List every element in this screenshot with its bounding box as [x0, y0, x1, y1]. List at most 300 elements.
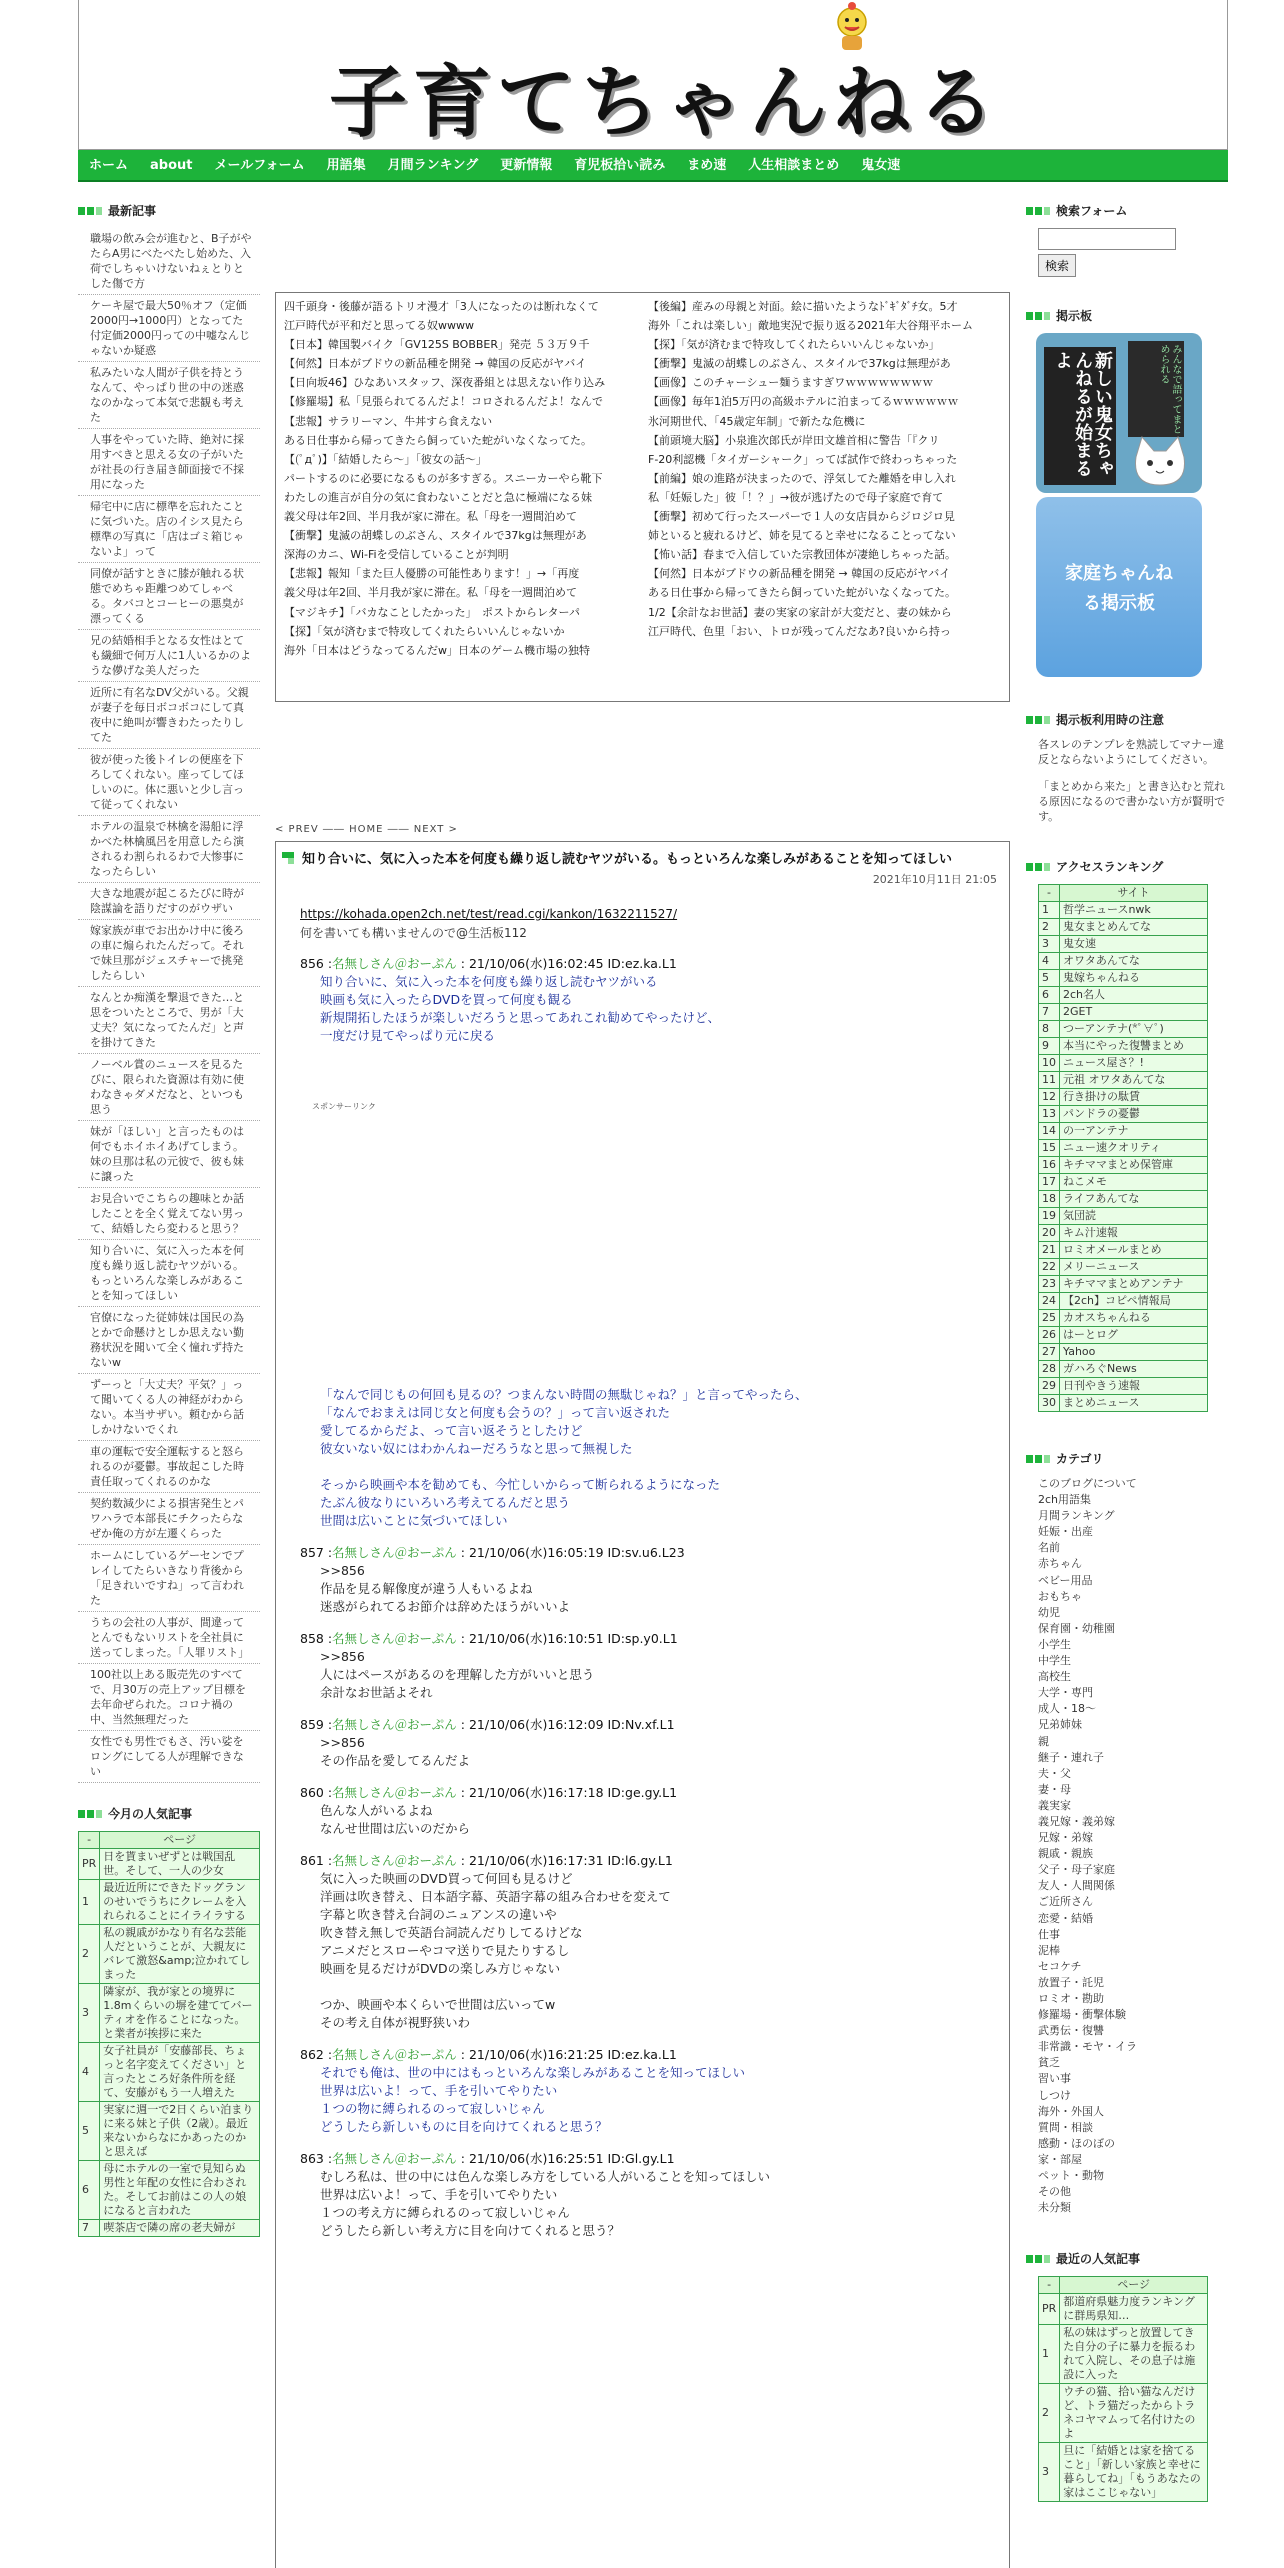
table-row: [1039, 936, 1208, 953]
category-link[interactable]: 武勇伝・復讐: [1038, 2024, 1104, 2038]
rss-link[interactable]: 江戸時代が平和だと思ってる奴wwww: [284, 319, 474, 333]
category-link[interactable]: このブログについて: [1038, 1477, 1137, 1490]
nav-item[interactable]: 月間ランキング: [387, 158, 479, 173]
category-link[interactable]: 継子・連れ子: [1038, 1750, 1104, 1764]
site-link[interactable]: オワタあんてな: [1060, 953, 1208, 970]
table-row: [1039, 919, 1208, 936]
post-header: [300, 2150, 997, 2168]
table-row: [1039, 1140, 1208, 1157]
recent-article-link[interactable]: 官僚になった従姉妹は国民の為とかで命懸けとしか思えない勤務状況を聞いて全く憧れず持たないw: [78, 1307, 260, 1374]
rss-link[interactable]: 海外「これは楽しい」敵地実況で振り返る2021年大谷翔平ホーム: [648, 319, 973, 333]
prev-link[interactable]: < PREV: [275, 824, 319, 835]
post-author: 名無しさん＠おーぷん: [332, 956, 457, 971]
search-heading: 検索フォーム: [1026, 202, 1226, 220]
table-row: [1039, 1004, 1208, 1021]
category-link[interactable]: 成人・18～: [1038, 1702, 1096, 1716]
post-separator: :: [456, 2151, 469, 2166]
recent-article-link[interactable]: 契約数減少による損害発生とパワハラで本部長にチクったらなぜか俺の方が左遷くらった: [78, 1493, 260, 1545]
rank-cell: 2: [1039, 2384, 1060, 2443]
category-link[interactable]: 大学・専門: [1038, 1686, 1093, 1700]
category-link[interactable]: ペット・動物: [1038, 2169, 1104, 2183]
rss-link[interactable]: 【(ﾟдﾟ)】「結婚したら～」「彼女の話～」: [284, 452, 487, 466]
table-row: [1039, 1191, 1208, 1208]
post-number: 861: [300, 1853, 324, 1868]
source-link[interactable]: https://kohada.open2ch.net/test/read.cgi/kankon/1632211527/: [300, 907, 678, 921]
rank-cell: 3: [1039, 2443, 1060, 2502]
site-link[interactable]: キム汁速報: [1060, 1225, 1208, 1242]
table-row: [79, 2161, 260, 2220]
category-link[interactable]: 中学生: [1038, 1654, 1071, 1668]
rss-link[interactable]: 義父母は年2回、半月我が家に滞在。私「母を一週間泊めて: [284, 586, 577, 600]
site-link[interactable]: ロミオメールまとめ: [1060, 1242, 1208, 1259]
category-link[interactable]: 月間ランキング: [1038, 1509, 1115, 1523]
site-link[interactable]: の一アンテナ: [1060, 1123, 1208, 1140]
post-header: [300, 1544, 997, 1562]
rank-cell: 27: [1039, 1344, 1060, 1361]
category-link[interactable]: 放置子・託児: [1038, 1975, 1104, 1989]
search-input[interactable]: [1038, 228, 1176, 250]
board-banner-new[interactable]: [1036, 333, 1202, 493]
post-body: 色んな人がいるよね なんせ世間は広いのだから: [320, 1803, 471, 1836]
table-row: [1039, 1395, 1208, 1412]
category-link[interactable]: セコケチ: [1038, 1959, 1082, 1973]
table-row: [1039, 1242, 1208, 1259]
sponsored-label: スポンサーリンク: [312, 1102, 376, 1111]
nav-item[interactable]: まめ速: [687, 158, 727, 173]
rss-link[interactable]: 1/2【余計なお世話】妻の実家の家計が大変だと、妻の妹から: [648, 605, 952, 619]
rank-cell: 1: [1039, 902, 1060, 919]
post-separator: :: [323, 1545, 333, 1560]
rank-cell: 1: [79, 1880, 100, 1925]
post-separator: :: [323, 1785, 333, 1800]
recent-article-link[interactable]: 嫁家族が車でお出かけ中に後ろの車に煽られたんだって。それで妹旦那がジェスチャーで挑発したらしい: [78, 920, 260, 987]
rss-column-right: [648, 297, 1003, 697]
category-link[interactable]: 海外・外国人: [1038, 2104, 1104, 2118]
category-link[interactable]: ベビー用品: [1038, 1573, 1093, 1587]
category-link[interactable]: 義実家: [1038, 1798, 1071, 1812]
page-link[interactable]: 女子社員が「安藤部長、ちょっと名字変えてください」と言ったところ好条件所を経て、安藤がもう一人増えた: [100, 2043, 260, 2102]
table-row: [1039, 1361, 1208, 1378]
post-body: 気に入った映画のDVD買って何回も見るけど 洋画は吹き替え、日本語字幕、英語字幕の組み合わせを変えて 字幕と吹き替え台詞のニュアンスの違いや 吹き替え無しで英語台詞読んだりしてるけどな アニメだとスローやコマ送りで見たりするし 映画を見るだけがDVDの楽しみ方じゃない つか、映画や本くらいで世間は広いってw その考え自体が視野狭いわ: [320, 1871, 671, 2030]
post-meta: 21/10/06(水)16:17:18 ID:ge.gy.L1: [468, 1785, 678, 1800]
rss-link[interactable]: 海外「日本はどうなってるんだw」日本のゲーム機市場の独特: [284, 643, 590, 657]
site-link[interactable]: 元祖 オワタあんてな: [1060, 1072, 1208, 1089]
post-number: 860: [300, 1785, 324, 1800]
rss-link[interactable]: 【何然】日本がブドウの新品種を開発 → 韓国の反応がヤバイ: [648, 567, 951, 581]
post-separator: :: [456, 956, 469, 971]
site-link[interactable]: 気団読: [1060, 1208, 1208, 1225]
rss-link[interactable]: パートするのに必要になるものが多すぎる。スニーカーやら靴下: [284, 471, 603, 485]
article-date: 2021年10月11日 21:05: [872, 873, 997, 886]
post-body: >>856 人にはペースがあるのを理解した方がいいと思う 余計なお世話よそれ: [320, 1649, 595, 1700]
rss-link[interactable]: F-20利認機「タイガーシャーク」ってば試作で終わっちゃった: [648, 452, 958, 466]
site-link[interactable]: カオスちゃんねる: [1060, 1310, 1208, 1327]
recent-article-link[interactable]: 近所に有名なDV父がいる。父親が妻子を毎日ボコボコにして真夜中に絶叫が響きわたったりしてた: [78, 682, 260, 749]
category-link[interactable]: 父子・母子家庭: [1038, 1863, 1115, 1877]
site-link[interactable]: 日刊やきう速報: [1060, 1378, 1208, 1395]
nav-item[interactable]: 鬼女速: [861, 158, 901, 173]
category-link[interactable]: 恋愛・結婚: [1038, 1911, 1093, 1925]
rss-link[interactable]: 義父母は年2回、半月我が家に滞在。私「母を一週間泊めて: [284, 510, 577, 524]
nav-item[interactable]: 用語集: [326, 158, 366, 173]
category-link[interactable]: 友人・人間関係: [1038, 1879, 1115, 1893]
category-link[interactable]: 赤ちゃん: [1038, 1557, 1082, 1571]
post-meta: 21/10/06(水)16:12:09 ID:Nv.xf.L1: [468, 1717, 675, 1732]
article-title: 知り合いに、気に入った本を何度も繰り返し読むヤツがいる。もっといろんな楽しみがあることを知ってほしい: [288, 850, 997, 869]
site-link[interactable]: 本当にやった復讐まとめ: [1060, 1038, 1208, 1055]
post-meta: 21/10/06(水)16:05:19 ID:sv.u6.L23: [468, 1545, 685, 1560]
post-separator: :: [456, 1853, 469, 1868]
category-link[interactable]: 貧乏: [1038, 2056, 1060, 2070]
nav-item[interactable]: about: [150, 158, 193, 173]
rank-cell: 17: [1039, 1174, 1060, 1191]
rss-link[interactable]: 氷河期世代、「45歳定年制」で新たな危機に: [648, 414, 866, 428]
nav-item[interactable]: 育児板拾い読み: [574, 158, 666, 173]
col-header-page: ページ: [1060, 2277, 1208, 2294]
post-author: 名無しさん＠おーぷん: [332, 1545, 457, 1560]
rss-link[interactable]: 【探】「気が済むまで特攻してくれたらいいんじゃないか: [284, 624, 565, 638]
rss-link[interactable]: 【日向坂46】ひなあいスタッフ、深夜番組とは思えない作り込み: [284, 376, 606, 390]
page-link[interactable]: 日を貰まいぜずとは戦国乱世。そして、一人の少女: [100, 1849, 260, 1880]
category-link[interactable]: 感動・ほのぼの: [1038, 2136, 1115, 2150]
rank-cell: PR: [79, 1849, 100, 1880]
page-link[interactable]: 旦に「結婚とは家を捨てること」「新しい家族と幸せに暮らしてね」「もうあなたの家はここじゃない」: [1060, 2443, 1208, 2502]
rss-link[interactable]: 【衝撃】初めて行ったスーパーで１人の女店員からジロジロ見: [648, 510, 955, 524]
rss-link[interactable]: 【前編】娘の進路が決まったので、浮気してた離婚を申し入れ: [648, 471, 956, 485]
recent-article-link[interactable]: 100社以上ある販売先のすべてで、月30万の売上アップ目標を去年命ぜられた。コロナ禍の中、当然無理だった: [78, 1664, 260, 1731]
rank-cell: 30: [1039, 1395, 1060, 1412]
rss-link[interactable]: ある日仕事から帰ってきたら飼っていた蛇がいなくなってた。: [284, 433, 592, 447]
recent-article-link[interactable]: 私みたいな人間が子供を持とうなんて、やっぱり世の中の迷惑なのかなって本気で悲観も考えた: [78, 362, 260, 429]
site-logo[interactable]: 子育てちゃんねる: [329, 57, 1002, 148]
recent-article-link[interactable]: 知り合いに、気に入った本を何度も繰り返し読むヤツがいる。もっといろんな楽しみがあることを知ってほしい: [78, 1240, 260, 1307]
post-meta: 21/10/06(水)16:21:25 ID:ez.ka.L1: [468, 2047, 677, 2062]
rank-cell: 21: [1039, 1242, 1060, 1259]
post: [288, 1630, 997, 1702]
site-link[interactable]: ニュース屋さ？!: [1060, 1055, 1208, 1072]
board-notice-1: 各スレのテンプレを熟読してマナー違反とならないようにしてください。: [1038, 738, 1225, 766]
access-ranking-table: [1038, 884, 1208, 1412]
site-link[interactable]: 鬼嫁ちゃんねる: [1060, 970, 1208, 987]
post-header: [300, 1716, 997, 1734]
post-body: 「なんで同じもの何回も見るの？つまんない時間の無駄じゃね？」と言ってやったら、 「なんでおまえは同じ女と何度も会うの？」って言い返された 愛してるからだよ、って言い返そうとしたけど 彼女いない奴にはわかんねーだろうなと思って無視した そっから映画や本を勧めても、今忙しいからって断られるようになった たぶん彼なりにいろいろ考えてるんだと思う 世間は広いことに気づいてほしい: [320, 1387, 808, 1528]
ad-space: [288, 1112, 997, 1372]
post-header: [300, 1784, 997, 1802]
rss-link[interactable]: 【画像】毎年1泊5万円の高級ホテルに泊まってるｗｗｗｗｗｗ: [648, 395, 959, 409]
rss-link[interactable]: 【怖い話】春まで入信していた宗教団体が凄絶しちゃった話。: [648, 548, 956, 562]
category-link[interactable]: 2ch用語集: [1038, 1493, 1092, 1507]
post-meta: 21/10/06(水)16:25:51 ID:Gl.gy.L1: [468, 2151, 675, 2166]
rank-cell: 7: [79, 2220, 100, 2237]
rss-link[interactable]: 深海のカニ、Wi-Fiを受信していることが判明: [284, 548, 509, 562]
site-link[interactable]: ライフあんてな: [1060, 1191, 1208, 1208]
post-separator: :: [456, 1717, 469, 1732]
pager: < PREV ―― HOME ―― NEXT >: [275, 824, 458, 835]
category-link[interactable]: 親戚・親族: [1038, 1847, 1093, 1861]
recent-article-link[interactable]: 職場の飲み会が進むと、B子がやたらA男にべたべたし始めた、入荷でしちゃいけないねぇとりとした傷で方: [78, 228, 260, 295]
table-row: [79, 1984, 260, 2043]
category-heading: カテゴリ: [1026, 1450, 1226, 1468]
post: [288, 1716, 997, 1770]
rss-link[interactable]: 四千頭身・後藤が語るトリオ漫才「3人になったのは断れなくて: [284, 300, 599, 313]
post-header: [300, 955, 997, 973]
rank-cell: 26: [1039, 1327, 1060, 1344]
table-row: [79, 2102, 260, 2161]
post-author: 名無しさん＠おーぷん: [332, 1785, 457, 1800]
category-link[interactable]: 兄嫁・弟嫁: [1038, 1831, 1093, 1845]
rss-link[interactable]: 【衝撃】鬼滅の胡蝶しのぶさん、スタイルで37kgは無理があ: [284, 529, 587, 543]
rank-cell: 4: [1039, 953, 1060, 970]
post-separator: :: [456, 1631, 469, 1646]
board-notice-2: 「まとめから来た」と書き込むと荒れる原因になるので書かない方が賢明です。: [1038, 780, 1225, 823]
site-link[interactable]: ニュー速クオリティ: [1060, 1140, 1208, 1157]
search-button[interactable]: 検索: [1038, 254, 1076, 277]
post-body: それでも俺は、世の中にはもっといろんな楽しみがあることを知ってほしい 世界は広いよ！って、手を引いてやりたい １つの物に縛られるのって寂しいじゃん どうしたら新しいものに目を向けてくれると思う？: [320, 2065, 746, 2134]
post: [288, 955, 997, 1045]
table-row: [1039, 970, 1208, 987]
category-link[interactable]: 保育園・幼稚園: [1038, 1621, 1115, 1635]
rss-link[interactable]: 姉といると疲れるけど、姉を見てると幸せになることってない: [648, 529, 956, 543]
source-note: 何を書いても構いませんので@生活板112: [300, 926, 527, 940]
post-body: >>856 作品を見る解像度が違う人もいるよね 迷惑がられてるお節介は辞めたほうがいいよ: [320, 1563, 571, 1614]
post-header: [300, 1630, 997, 1648]
site-link[interactable]: Yahoo: [1060, 1344, 1208, 1361]
site-link[interactable]: 行き掛けの駄賃: [1060, 1089, 1208, 1106]
rss-feed-box: [275, 292, 1010, 702]
nav-item[interactable]: 人生相談まとめ: [748, 158, 840, 173]
rank-cell: 8: [1039, 1021, 1060, 1038]
category-link[interactable]: ロミオ・勘助: [1038, 1992, 1104, 2005]
recent-article-link[interactable]: 車の運転で安全運転すると怒られるのが憂鬱。事故起こした時責任取ってくれるのかな: [78, 1441, 260, 1493]
rss-link[interactable]: 【後編】産みの母親と対面。絵に描いたようなﾄﾞｷﾞﾀﾞﾁ女。5才: [648, 300, 958, 313]
col-header-site: サイト: [1060, 885, 1208, 902]
rss-link[interactable]: 【日本】韓国製バイク「GV125S BOBBER」発売 ５３万９千: [284, 338, 590, 352]
rank-cell: 28: [1039, 1361, 1060, 1378]
site-link[interactable]: 2ch名人: [1060, 987, 1208, 1004]
nav-item[interactable]: 更新情報: [500, 158, 553, 173]
monthly-popular-table: [78, 1831, 260, 2237]
recent-article-link[interactable]: ケーキ屋で最大50％オフ（定価2000円→1000円）となってた付定価2000円っての中嘘なんじゃないか疑惑: [78, 295, 260, 362]
page-link[interactable]: 私の親戚がかなり有名な芸能人だということが、大親友にバレて激怒&amp;泣かれてしまった: [100, 1925, 260, 1984]
rank-cell: 18: [1039, 1191, 1060, 1208]
category-link[interactable]: ご近所さん: [1038, 1895, 1093, 1909]
rank-cell: 14: [1039, 1123, 1060, 1140]
rank-cell: 6: [79, 2161, 100, 2220]
recent-popular-table: [1038, 2276, 1208, 2502]
rank-cell: 16: [1039, 1157, 1060, 1174]
rss-link[interactable]: 【探】「気が済むまで特攻してくれたらいいんじゃないか」: [648, 338, 940, 352]
table-row: [1039, 1259, 1208, 1276]
page-link[interactable]: ウチの猫、拾い猫なんだけど、トラ猫だったからトラネコヤマムって名付けたのよ: [1060, 2384, 1208, 2443]
page-link[interactable]: 隣家が、我が家との境界に1.8mくらいの塀を建ててバーティオを作ることになった。と業者が挨拶に来た: [100, 1984, 260, 2043]
category-link[interactable]: 幼児: [1038, 1605, 1060, 1619]
site-link[interactable]: ガハろぐNews: [1060, 1361, 1208, 1378]
post-separator: :: [456, 1785, 469, 1800]
recent-article-link[interactable]: 人事をやっていた時、絶対に採用すべきと思える女の子がいたが社長の行き届き師面接で不採用になった: [78, 429, 260, 496]
nav-item[interactable]: ホーム: [89, 158, 129, 173]
rank-cell: 20: [1039, 1225, 1060, 1242]
table-row: [1039, 1344, 1208, 1361]
category-link[interactable]: 質問・相談: [1038, 2120, 1093, 2134]
rank-cell: 2: [1039, 919, 1060, 936]
rss-link[interactable]: 江戸時代、色里「おい、トロが残ってんだなあ?良いから持っ: [648, 624, 951, 638]
table-row: [1039, 1106, 1208, 1123]
page-link[interactable]: 私の妹はずっと放置してきた自分の子に暴力を振るわれて入院し、その息子は施設に入った: [1060, 2325, 1208, 2384]
category-link[interactable]: 親: [1038, 1734, 1049, 1748]
rank-cell: 4: [79, 2043, 100, 2102]
home-link[interactable]: HOME: [349, 824, 384, 835]
category-link[interactable]: 仕事: [1038, 1927, 1060, 1941]
recent-article-link[interactable]: ホームにしているゲーセンでプレイしてたらいきなり背後から「足きれいですね」って言われた: [78, 1545, 260, 1612]
page-link[interactable]: 都道府県魅力度ランキングに群馬県知…: [1060, 2294, 1208, 2325]
board-banner-katei[interactable]: [1036, 497, 1202, 677]
recent-article-link[interactable]: 妹が「ほしい」と言ったものは何でもホイホイあげてしまう。妹の旦那は私の元彼で、彼も妹に譲った: [78, 1121, 260, 1188]
cat-icon: [1128, 433, 1192, 489]
category-link[interactable]: 修羅場・衝撃体験: [1038, 2008, 1126, 2022]
post-author: 名無しさん＠おーぷん: [332, 1717, 457, 1732]
page-link[interactable]: 最近近所にできたドッグランのせいでうちにクレームを入れられることにイライラする: [100, 1880, 260, 1925]
recent-article-link[interactable]: 兄の結婚相手となる女性はとても繊細で何万人に1人いるかのような儚げな美人だった: [78, 630, 260, 682]
site-link[interactable]: 【2ch】コピペ情報局: [1060, 1293, 1208, 1310]
site-link[interactable]: キチママまとめ保管庫: [1060, 1157, 1208, 1174]
post: [288, 1784, 997, 1838]
post-number: 856: [300, 956, 324, 971]
rank-cell: 13: [1039, 1106, 1060, 1123]
table-row: [79, 1849, 260, 1880]
col-header-rank: -: [1039, 885, 1060, 902]
rss-link[interactable]: 【マジキチ】「バカなことしたかった」 ポストからレターパ: [284, 605, 581, 619]
page-link[interactable]: 実家に週一で2日くらい泊まりに来る妹と子供（2歳）。最近来ないからなにかあったのかと思えば: [100, 2102, 260, 2161]
rss-link[interactable]: 【画像】このチャーシュー麺うますぎワｗｗｗｗｗｗｗｗ: [648, 376, 934, 390]
next-link[interactable]: NEXT >: [413, 824, 458, 835]
category-link[interactable]: 名前: [1038, 1541, 1060, 1555]
table-row: [1039, 1327, 1208, 1344]
post-author: 名無しさん＠おーぷん: [332, 1631, 457, 1646]
table-row: [1039, 1157, 1208, 1174]
site-link[interactable]: 鬼女速: [1060, 936, 1208, 953]
table-row: [1039, 1208, 1208, 1225]
recent-article-link[interactable]: なんとか痴漢を撃退できた…と思をついたところで、男が「大丈夫？気になってたんだ」と声を掛けてきた: [78, 987, 260, 1054]
category-link[interactable]: 家・部屋: [1038, 2152, 1082, 2166]
post-author: 名無しさん＠おーぷん: [332, 1853, 457, 1868]
rss-link[interactable]: わたしの進言が自分の気に食わないことだと急に極端になる妹: [284, 490, 592, 504]
category-link[interactable]: その他: [1038, 2185, 1071, 2199]
category-link[interactable]: 習い事: [1038, 2072, 1071, 2086]
category-link[interactable]: 夫・父: [1038, 1766, 1071, 1780]
site-link[interactable]: 2GET: [1060, 1004, 1208, 1021]
table-row: [1039, 1293, 1208, 1310]
nav-item[interactable]: メールフォーム: [214, 158, 305, 173]
rank-cell: 6: [1039, 987, 1060, 1004]
rank-cell: 5: [79, 2102, 100, 2161]
post-meta: 21/10/06(水)16:17:31 ID:l6.gy.L1: [468, 1853, 673, 1868]
site-link[interactable]: 鬼女まとめんてな: [1060, 919, 1208, 936]
site-link[interactable]: つーアンテナ(*ﾟ∀ﾟ): [1060, 1021, 1208, 1038]
rank-cell: 2: [79, 1925, 100, 1984]
rss-link[interactable]: 【衝撃】鬼滅の胡蝶しのぶさん、スタイルで37kgは無理があ: [648, 357, 951, 371]
post-author: 名無しさん＠おーぷん: [332, 2047, 457, 2062]
rank-cell: 25: [1039, 1310, 1060, 1327]
table-row: [79, 1925, 260, 1984]
recent-article-link[interactable]: うちの会社の人事が、間違ってとんでもないリストを全社員に送ってしまった。「人罪リスト」: [78, 1612, 260, 1664]
site-link[interactable]: 哲学ニュースnwk: [1060, 902, 1208, 919]
table-row: [1039, 2443, 1208, 2502]
category-link[interactable]: 兄弟姉妹: [1038, 1718, 1082, 1732]
right-sidebar: [1026, 202, 1226, 2524]
site-link[interactable]: まとめニュース: [1060, 1395, 1208, 1412]
recent-article-link[interactable]: ずーっと「大丈夫？平気？」って聞いてくる人の神経がわからない。本当サザい。頼むから話しかけないでくれ: [78, 1374, 260, 1441]
site-link[interactable]: キチママまとめアンテナ: [1060, 1276, 1208, 1293]
post-separator: :: [323, 1631, 333, 1646]
category-link[interactable]: おもちゃ: [1038, 1589, 1082, 1603]
recent-article-link[interactable]: 女性でも男性でもさ、汚い娑をロングにしてる人が理解できない: [78, 1731, 260, 1783]
category-link[interactable]: 妻・母: [1038, 1782, 1071, 1796]
table-row: [1039, 1072, 1208, 1089]
site-link[interactable]: パンドラの憂鬱: [1060, 1106, 1208, 1123]
category-link[interactable]: 泥棒: [1038, 1943, 1060, 1957]
board-notice-heading: 掲示板利用時の注意: [1026, 711, 1226, 729]
recent-article-link[interactable]: 彼が使った後トイレの便座を下ろしてくれない。座ってしてほしいのに。体に悪いと少し言って従ってくれない: [78, 749, 260, 816]
rank-cell: 1: [1039, 2325, 1060, 2384]
recent-articles-heading: 最新記事: [78, 202, 260, 220]
post-body: 知り合いに、気に入った本を何度も繰り返し読むヤツがいる 映画も気に入ったらDVDを買って何度も観る 新規開拓したほうが楽しいだろうと思ってあれこれ勧めてやったけど、 一度だけ見てやっぱり元に戻る: [320, 974, 721, 1043]
recent-article-link[interactable]: ノーベル賞のニュースを見るたびに、限られた資源は有効に使わなきゃダメだなと、といつも思う: [78, 1054, 260, 1121]
post-body: >>856 その作品を愛してるんだよ: [320, 1735, 471, 1768]
site-link[interactable]: ねこメモ: [1060, 1174, 1208, 1191]
post-number: 858: [300, 1631, 324, 1646]
post-number: 862: [300, 2047, 324, 2062]
category-link[interactable]: 非常識・モヤ・イラ: [1038, 2040, 1137, 2054]
page-link[interactable]: 母にホテルの一室で見知らぬ男性と年配の女性に合わされた。そしてお前はこの人の娘になると言われた: [100, 2161, 260, 2220]
rank-cell: 22: [1039, 1259, 1060, 1276]
rss-link[interactable]: 【悲報】報知「また巨人優勝の可能性あります！」→「再度: [284, 567, 580, 581]
rss-link[interactable]: 私「妊娠した」彼「！？」→彼が逃げたので母子家庭で育て: [648, 490, 944, 504]
table-row: [79, 1880, 260, 1925]
category-link[interactable]: 高校生: [1038, 1670, 1071, 1684]
table-row: [79, 2220, 260, 2237]
category-link[interactable]: 妊娠・出産: [1038, 1525, 1093, 1539]
category-link[interactable]: 義兄嫁・義弟嫁: [1038, 1814, 1115, 1828]
recent-article-link[interactable]: 帰宅中に店に標準を忘れたことに気づいた。店のイシス見たら標準の写真に「店はゴミ箱じゃないよ」って: [78, 496, 260, 563]
table-row: [1039, 953, 1208, 970]
main-content: [275, 292, 1010, 2568]
recent-article-link[interactable]: ホテルの温泉で林檎を湯船に浮かべた林檎風呂を用意したら演されるわ割られるわで大惨事になったらしい: [78, 816, 260, 883]
board-banner-katei-text: 家庭ちゃんねる掲示板: [1065, 563, 1173, 614]
category-link[interactable]: 未分類: [1038, 2201, 1071, 2215]
site-link[interactable]: はーとログ: [1060, 1327, 1208, 1344]
recent-article-link[interactable]: 大きな地震が起こるたびに時が陰謀論を語りだすのがウザい: [78, 883, 260, 920]
rss-link[interactable]: 【何然】日本がブドウの新品種を開発 → 韓国の反応がヤバイ: [284, 357, 587, 371]
table-row: [1039, 1055, 1208, 1072]
rss-link[interactable]: 【前頭境大脳】小泉進次郎氏が岸田文雄首相に警告「『クリ: [648, 433, 940, 447]
board-heading: 掲示板: [1026, 307, 1226, 325]
rss-link[interactable]: 【悲報】サラリーマン、牛丼すら食えない: [284, 414, 493, 428]
recent-article-link[interactable]: 同僚が話すときに膝が触れる状態でめちゃ距離つめてしゃべる。タバコとコーヒーの悪臭が漂ってくる: [78, 563, 260, 630]
posts-container: [288, 955, 997, 2240]
article: [275, 841, 1010, 2568]
rss-link[interactable]: ある日仕事から帰ってきたら飼っていた蛇がいなくなってた。: [648, 586, 956, 600]
recent-article-link[interactable]: お見合いでこちらの趣味とか話したことを全く覚えてない男って、結婚したら変わると思う？: [78, 1188, 260, 1240]
page-link[interactable]: 喫茶店で隣の席の老夫婦が: [100, 2220, 260, 2237]
rank-cell: PR: [1039, 2294, 1060, 2325]
category-link[interactable]: 小学生: [1038, 1637, 1071, 1651]
col-header-rank: -: [1039, 2277, 1060, 2294]
site-link[interactable]: メリーニュース: [1060, 1259, 1208, 1276]
category-link[interactable]: しつけ: [1038, 2088, 1071, 2102]
table-row: [1039, 1310, 1208, 1327]
rss-link[interactable]: 【修羅場】私「見張られてるんだよ！コロされるんだよ！なんで: [284, 395, 603, 409]
post-separator: :: [323, 1853, 333, 1868]
